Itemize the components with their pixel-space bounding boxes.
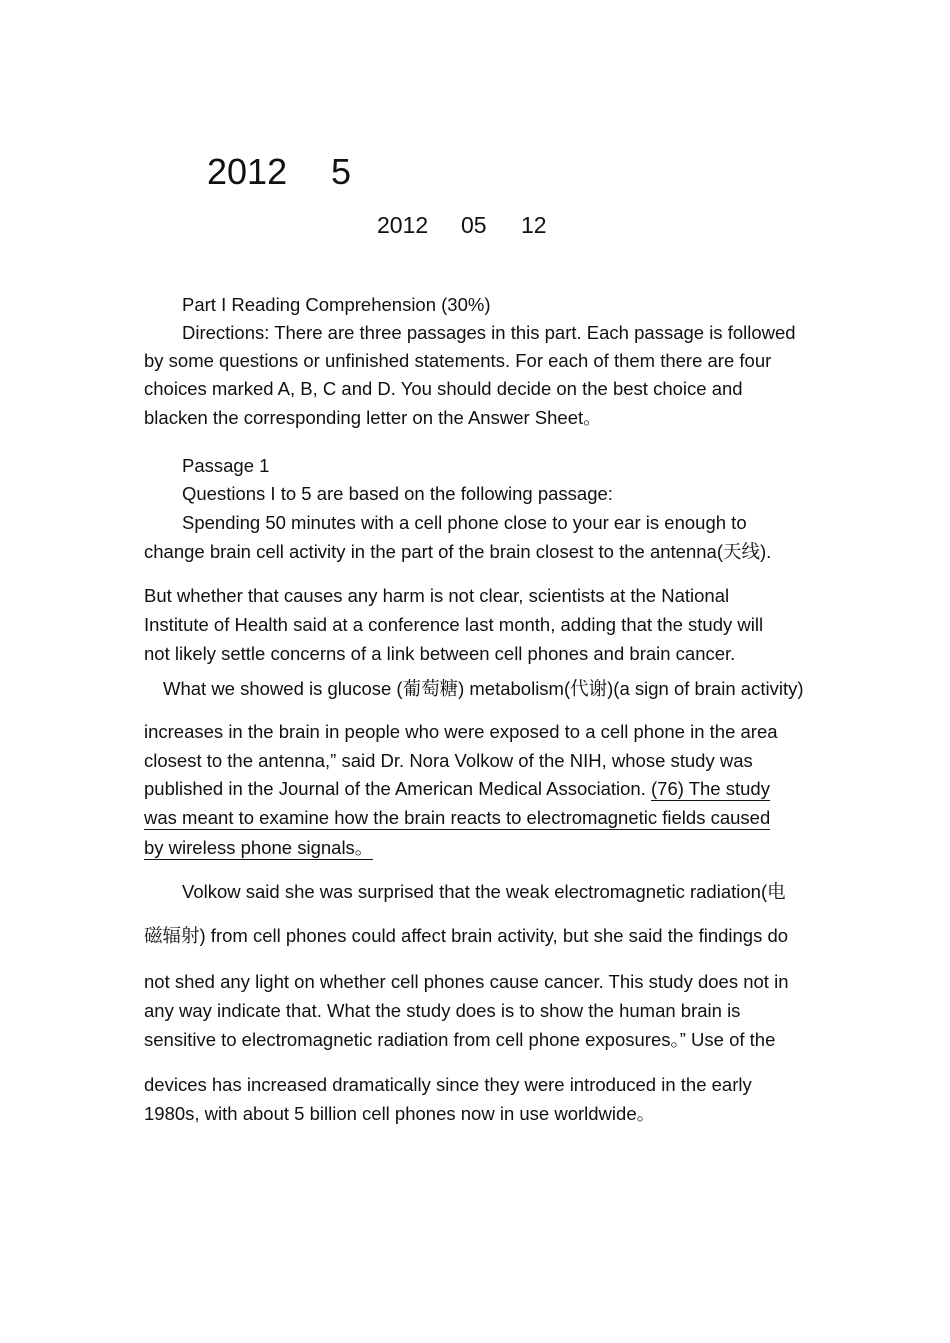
passage-line: any way indicate that. What the study does is to show the human brain is xyxy=(144,1000,741,1021)
passage-line xyxy=(144,807,770,829)
passage-line: Spending 50 minutes with a cell phone close to your ear is enough to xyxy=(182,512,747,533)
underlined-sentence: by wireless phone signals。 xyxy=(144,837,374,858)
title-month: 5 xyxy=(331,151,352,192)
part-title: Part I Reading Comprehension (30%) xyxy=(182,294,491,315)
title-year: 2012 xyxy=(207,151,288,192)
passage-label: Passage 1 xyxy=(182,455,270,476)
passage-line: increases in the brain in people who were exposed to a cell phone in the area xyxy=(144,721,778,742)
directions-line: Directions: There are three passages in this part. Each passage is followed xyxy=(182,322,796,343)
underlined-sentence: (76) The study xyxy=(651,778,770,799)
directions-line: choices marked A, B, C and D. You should decide on the best choice and xyxy=(144,378,743,399)
directions-line: blacken the corresponding letter on the Answer Sheet。 xyxy=(144,407,602,428)
passage-line: change brain cell activity in the part of the brain closest to the antenna(天线). xyxy=(144,541,772,562)
passage-line: closest to the antenna,” said Dr. Nora Volkow of the NIH, whose study was xyxy=(144,750,753,771)
date-day: 12 xyxy=(521,212,547,238)
underlined-sentence: was meant to examine how the brain reacts to electromagnetic fields caused xyxy=(144,807,771,828)
passage-line: 1980s, with about 5 billion cell phones now in use worldwide。 xyxy=(144,1103,656,1124)
passage-line: Institute of Health said at a conference last month, adding that the study will xyxy=(144,614,764,635)
passage-line: Volkow said she was surprised that the weak electromagnetic radiation(电 xyxy=(182,881,786,902)
directions-line: by some questions or unfinished statements. For each of them there are four xyxy=(144,350,772,371)
passage-intro: Questions I to 5 are based on the following passage: xyxy=(182,483,613,504)
passage-line: not likely settle concerns of a link between cell phones and brain cancer. xyxy=(144,643,736,664)
date-year: 2012 xyxy=(377,212,429,238)
passage-line xyxy=(144,778,770,800)
passage-line xyxy=(144,837,373,859)
passage-text: published in the Journal of the American Medical Association. xyxy=(144,778,651,799)
passage-line: 磁辐射) from cell phones could affect brain activity, but she said the findings do xyxy=(144,925,789,946)
passage-line: sensitive to electromagnetic radiation from cell phone exposures。” Use of the xyxy=(144,1029,776,1050)
date-month: 05 xyxy=(461,212,487,238)
passage-line: What we showed is glucose (葡萄糖) metabolism(代谢)(a sign of brain activity) xyxy=(163,678,804,699)
passage-line: devices has increased dramatically since they were introduced in the early xyxy=(144,1074,752,1095)
passage-line: But whether that causes any harm is not clear, scientists at the National xyxy=(144,585,730,606)
passage-line: not shed any light on whether cell phones cause cancer. This study does not in xyxy=(144,971,789,992)
